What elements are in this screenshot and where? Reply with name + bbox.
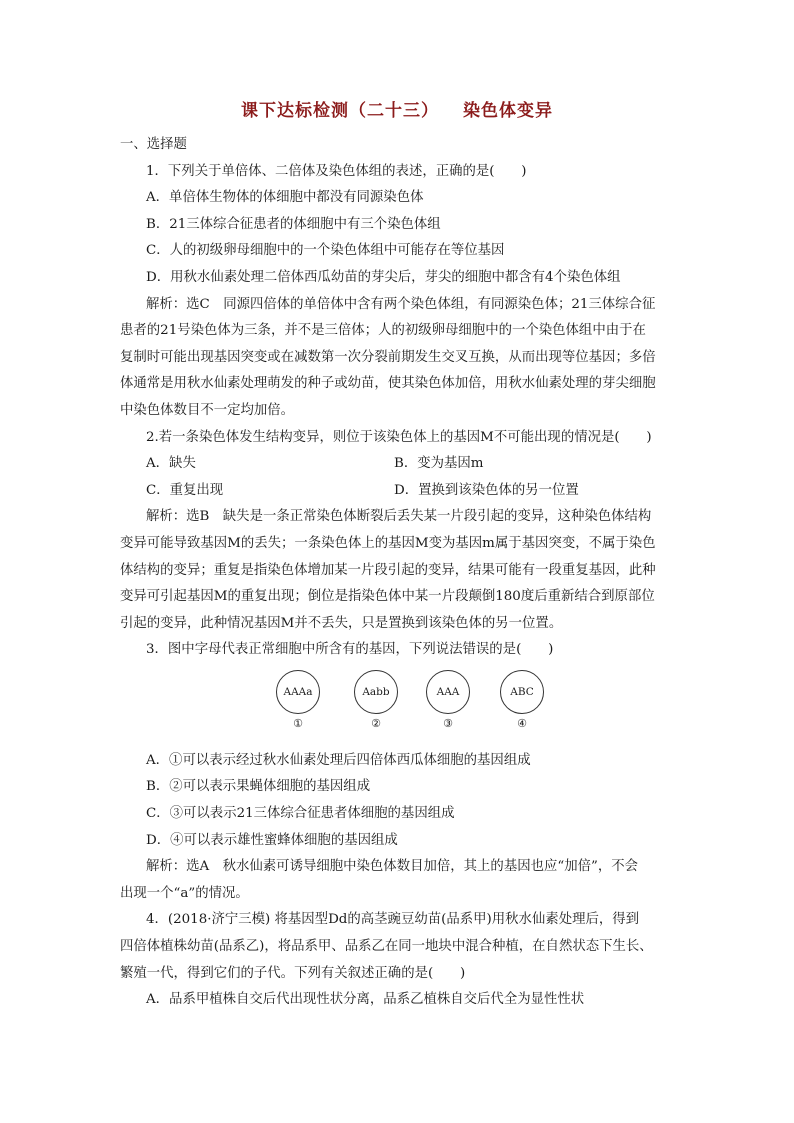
q1-option-a: A．单倍体生物体的体细胞中都没有同源染色体 [146, 190, 424, 206]
q3-option-a: A．①可以表示经过秋水仙素处理后四倍体西瓜体细胞的基因组成 [146, 752, 531, 768]
q2-analysis-line: 变异可能导致基因M的丢失；一条染色体上的基因M变为基因m属于基因突变，不属于染色 [120, 535, 656, 551]
q2-option-d: D．置换到该染色体的另一位置 [394, 482, 579, 498]
cell-label: ③ [443, 716, 453, 730]
q2-analysis-line: 体结构的变异；重复是指染色体增加某一片段引起的变异，结果可能有一段重复基因，此种 [120, 562, 656, 578]
cell-label: ② [371, 716, 381, 730]
q4-stem-line: 四倍体植株幼苗(品系乙)，将品系甲、品系乙在同一地块中混合种植，在自然状态下生长、 [120, 939, 653, 955]
page-title [0, 96, 794, 121]
q2-option-b: B．变为基因m [394, 456, 484, 472]
q1-analysis-line: 患者的21号染色体为三条，并不是三倍体；人的初级卵母细胞中的一个染色体组中由于在 [120, 323, 646, 339]
q1-analysis-line: 解析：选C 同源四倍体的单倍体中含有两个染色体组，有同源染色体；21三体综合征 [146, 296, 656, 312]
cell-diagram [354, 670, 398, 731]
q2-options-row [120, 478, 680, 505]
q4-stem-line: 繁殖一代，得到它们的子代。下列有关叙述正确的是( ) [120, 965, 466, 981]
gene-cell-figure [120, 666, 680, 748]
title-sub: 染色体变异 [463, 101, 553, 121]
title-main: 课下达标检测（二十三） [241, 101, 439, 121]
section-heading: 一、选择题 [120, 137, 187, 152]
q1-option-c: C．人的初级卵母细胞中的一个染色体组中可能存在等位基因 [146, 243, 505, 259]
cell-label: ④ [517, 716, 527, 730]
q3-option-d: D．④可以表示雄性蜜蜂体细胞的基因组成 [146, 832, 398, 848]
q1-analysis-line: 体通常是用秋水仙素处理萌发的种子或幼苗，使其染色体加倍，用秋水仙素处理的芽尖细胞 [120, 376, 656, 392]
q3-option-c: C．③可以表示21三体综合征患者体细胞的基因组成 [146, 806, 455, 822]
q2-analysis-line: 解析：选B 缺失是一条正常染色体断裂后丢失某一片段引起的变异，这种染色体结构 [146, 509, 652, 525]
q3-option-b: B．②可以表示果蝇体细胞的基因组成 [146, 779, 371, 795]
q1-analysis-line: 复制时可能出现基因突变或在减数第一次分裂前期发生交叉互换，从而出现等位基因；多倍 [120, 349, 656, 365]
q2-option-a: A．缺失 [146, 456, 196, 472]
q1-stem: 1．下列关于单倍体、二倍体及染色体组的表述，正确的是( ) [146, 163, 527, 179]
q3-analysis-line: 解析：选A 秋水仙素可诱导细胞中染色体数目加倍，其上的基因也应“加倍”，不会 [146, 859, 639, 875]
q2-stem: 2.若一条染色体发生结构变异，则位于该染色体上的基因M不可能出现的情况是( ) [146, 429, 652, 445]
q4-option-a: A．品系甲植株自交后代出现性状分离，品系乙植株自交后代全为显性性状 [146, 992, 585, 1008]
cell-circle: ABC [500, 670, 544, 714]
q2-option-c: C．重复出现 [146, 482, 224, 498]
cell-diagram [276, 670, 320, 731]
q3-analysis-line: 出现一个“a”的情况。 [120, 885, 249, 901]
cell-circle: AAA [426, 670, 470, 714]
cell-circle: AAAa [276, 670, 320, 714]
document-body [120, 132, 680, 1014]
q1-option-d: D．用秋水仙素处理二倍体西瓜幼苗的芽尖后，芽尖的细胞中都含有4个染色体组 [146, 269, 621, 285]
cell-label: ① [293, 716, 303, 730]
q2-analysis-line: 引起的变异，此种情况基因M并不丢失，只是置换到该染色体的另一位置。 [120, 615, 563, 631]
q1-option-b: B．21三体综合征患者的体细胞中有三个染色体组 [146, 216, 441, 232]
cell-diagram [500, 670, 544, 731]
cell-circle: Aabb [354, 670, 398, 714]
q2-analysis-line: 变异可引起基因M的重复出现；倒位是指染色体中某一片段颠倒180度后重新结合到原部位 [120, 589, 655, 605]
q3-stem: 3．图中字母代表正常细胞中所含有的基因，下列说法错误的是( ) [146, 642, 554, 658]
q4-stem-line: 4．(2018·济宁三模) 将基因型Dd的高茎豌豆幼苗(品系甲)用秋水仙素处理后，得到 [146, 912, 640, 928]
q1-analysis-line: 中染色体数目不一定均加倍。 [120, 402, 295, 418]
cell-diagram [426, 670, 470, 731]
q2-options-row [120, 451, 680, 478]
